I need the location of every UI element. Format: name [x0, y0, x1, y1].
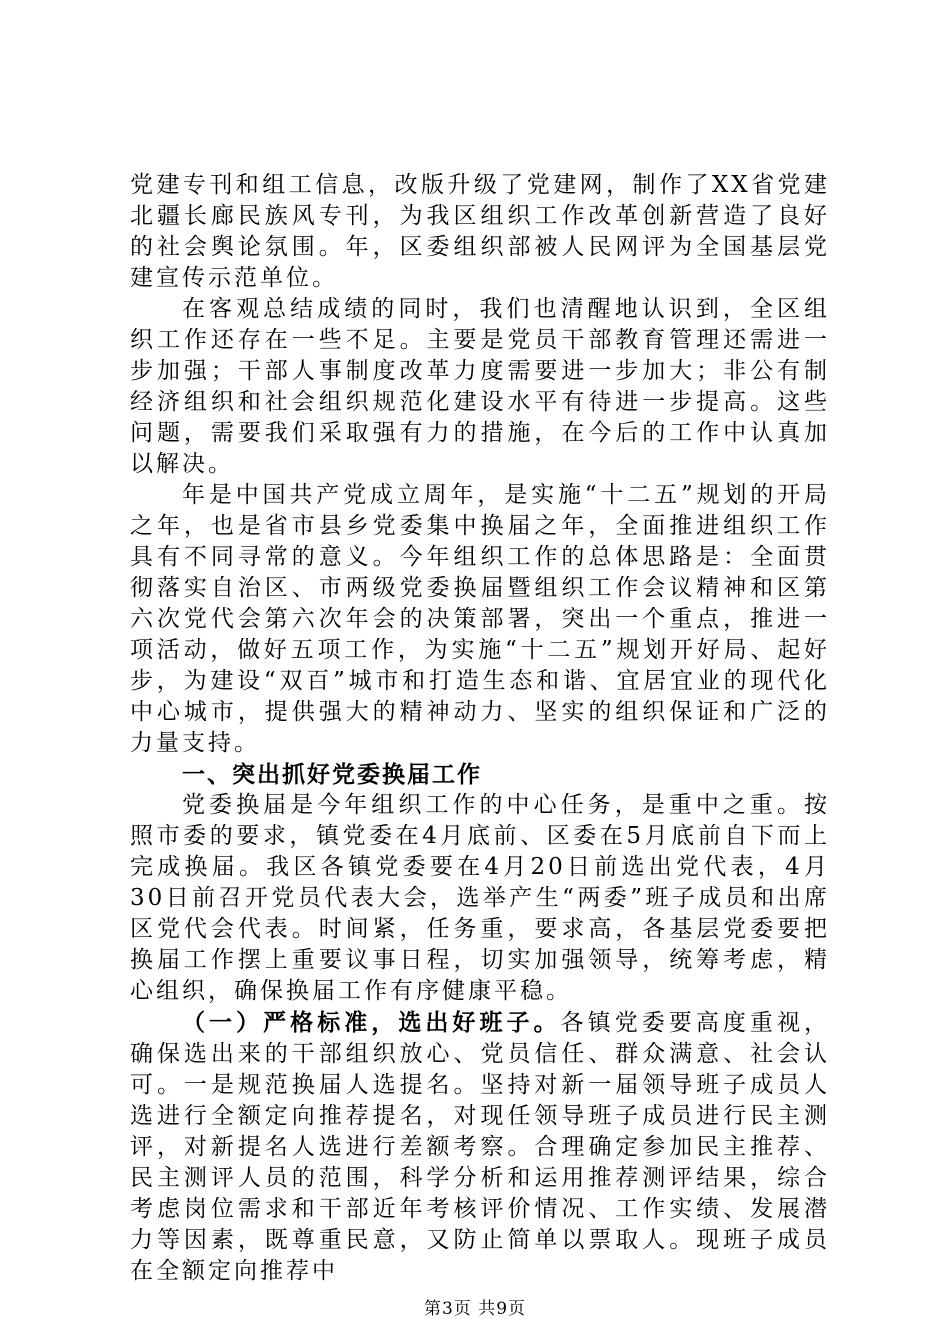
paragraph-election-task: 党委换届是今年组织工作的中心任务，是重中之重。按照市委的要求，镇党委在4月底前、区委在5月底前自下而上完成换届。我区各镇党委要在4月20日前选出党代表，4月30日前召开党员代表大会，选举产生“两委”班子成员和出席区党代会代表。时间紧，任务重，要求高，各基层党委要把换届工作摆上重要议事日程，切实加强领导，统筹考虑，精心组织，确保换届工作有序健康平稳。: [130, 792, 830, 1004]
section-heading: 一、突出抓好党委换届工作: [182, 761, 482, 788]
paragraph-continuation: 党建专刊和组工信息，改版升级了党建网，制作了XX省党建北疆长廊民族风专刊，为我区组织工作改革创新营造了良好的社会舆论氛围。年，区委组织部被人民网评为全国基层党建宣传示范单位。: [130, 172, 830, 291]
paragraph-strict-standards: [130, 1007, 830, 1287]
paragraph-shortcomings: 在客观总结成绩的同时，我们也清醒地认识到，全区组织工作还存在一些不足。主要是党员干部教育管理还需进一步加强；干部人事制度改革力度需要进一步加大；非公有制经济组织和社会组织规范化建设水平有待进一步提高。这些问题，需要我们采取强有力的措施，在今后的工作中认真加以解决。: [130, 296, 830, 477]
subsection-text: 各镇党委要高度重视，确保选出来的干部组织放心、党员信任、群众满意、社会认可。一是规范换届人选提名。坚持对新一届领导班子成员人选进行全额定向推荐提名，对现任领导班子成员进行民主测评，对新提名人选进行差额考察。合理确定参加民主推荐、民主测评人员的范围，科学分析和运用推荐测评结果，综合考虑岗位需求和干部近年考核评价情况、工作实绩、发展潜力等因素，既尊重民意，又防止简单以票取人。现班子成员在全额定向推荐中: [130, 1010, 831, 1284]
page-footer: 第3页 共9页: [423, 1299, 527, 1319]
paragraph-overall-approach: 年是中国共产党成立周年，是实施“十二五”规划的开局之年，也是省市县乡党委集中换届之年，全面推进组织工作具有不同寻常的意义。今年组织工作的总体思路是：全面贯彻落实自治区、市两级党委换届暨组织工作会议精神和区第六次党代会第六次年会的决策部署，突出一个重点，推进一项活动，做好五项工作，为实施“十二五”规划开好局、起好步，为建设“双百”城市和打造生态和谐、宜居宜业的现代化中心城市，提供强大的精神动力、坚实的组织保证和广泛的力量支持。: [130, 482, 830, 756]
document-body: [130, 170, 830, 1287]
subsection-lead: （一）严格标准，选出好班子。: [182, 1009, 561, 1036]
